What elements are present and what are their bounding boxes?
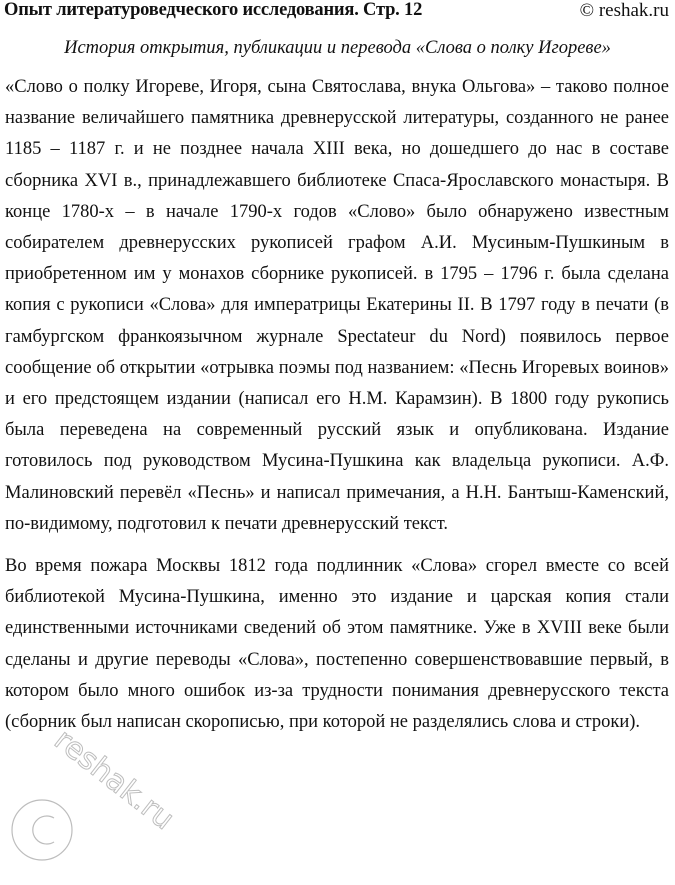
svg-text:reshak.ru: reshak.ru: [47, 722, 180, 838]
page-header: [0, 0, 675, 30]
watermark-icon: [0, 720, 180, 880]
paragraph: «Слово о полку Игореве, Игоря, сына Святослава, внука Ольгова» – таково полное название величайшего памятника древнерусской литературы, созданного не ранее 1185 – 1187 г. и не позднее начала XIII века, но дошедшего до нас в составе сборника XVI в., принадлежавшего библиотеке Спаса-Ярославского монастыря. В конце 1780-х – в начале 1790-х годов «Слово» было обнаружено известным собирателем древнерусских рукописей графом А.И. Мусиным-Пушкиным в приобретенном им у монахов сборнике рукописей. в 1795 – 1796 г. была сделана копия с рукописи «Слова» для императрицы Екатерины II. В 1797 году в печати (в гамбургском франкоязычном журнале Spectateur du Nord) появилось первое сообщение об открытии «отрывка поэмы под названием: «Песнь Игоревых воинов» и его предстоящем издании (написал его Н.М. Карамзин). В 1800 году рукопись была переведена на современный русский язык и опубликована. Издание готовилось под руководством Мусина-Пушкина как владельца рукописи. А.Ф. Малиновский перевёл «Песнь» и написал примечания, а Н.Н. Бантыш-Каменский, по-видимому, подготовил к печати древнерусский текст.: [5, 77, 669, 534]
copyright-label: © reshak.ru: [579, 0, 669, 21]
page-title: Опыт литературоведческого исследования. Стр. 12: [4, 0, 423, 20]
document-body: [5, 72, 669, 738]
paragraph: Во время пожара Москвы 1812 года подлинник «Слова» сгорел вместе со всей библиотекой Мусина-Пушкина, именно это издание и царская копия стали единственными источниками сведений об этом памятнике. Уже в XVIII веке были сделаны и другие переводы «Слова», постепенно совершенствовавшие первый, в котором было много ошибок из-за трудности понимания древнерусского текста (сборник был написан скорописью, при которой не разделялись слова и строки).: [5, 556, 669, 733]
section-subtitle: История открытия, публикации и перевода «Слова о полку Игореве»: [64, 38, 611, 58]
